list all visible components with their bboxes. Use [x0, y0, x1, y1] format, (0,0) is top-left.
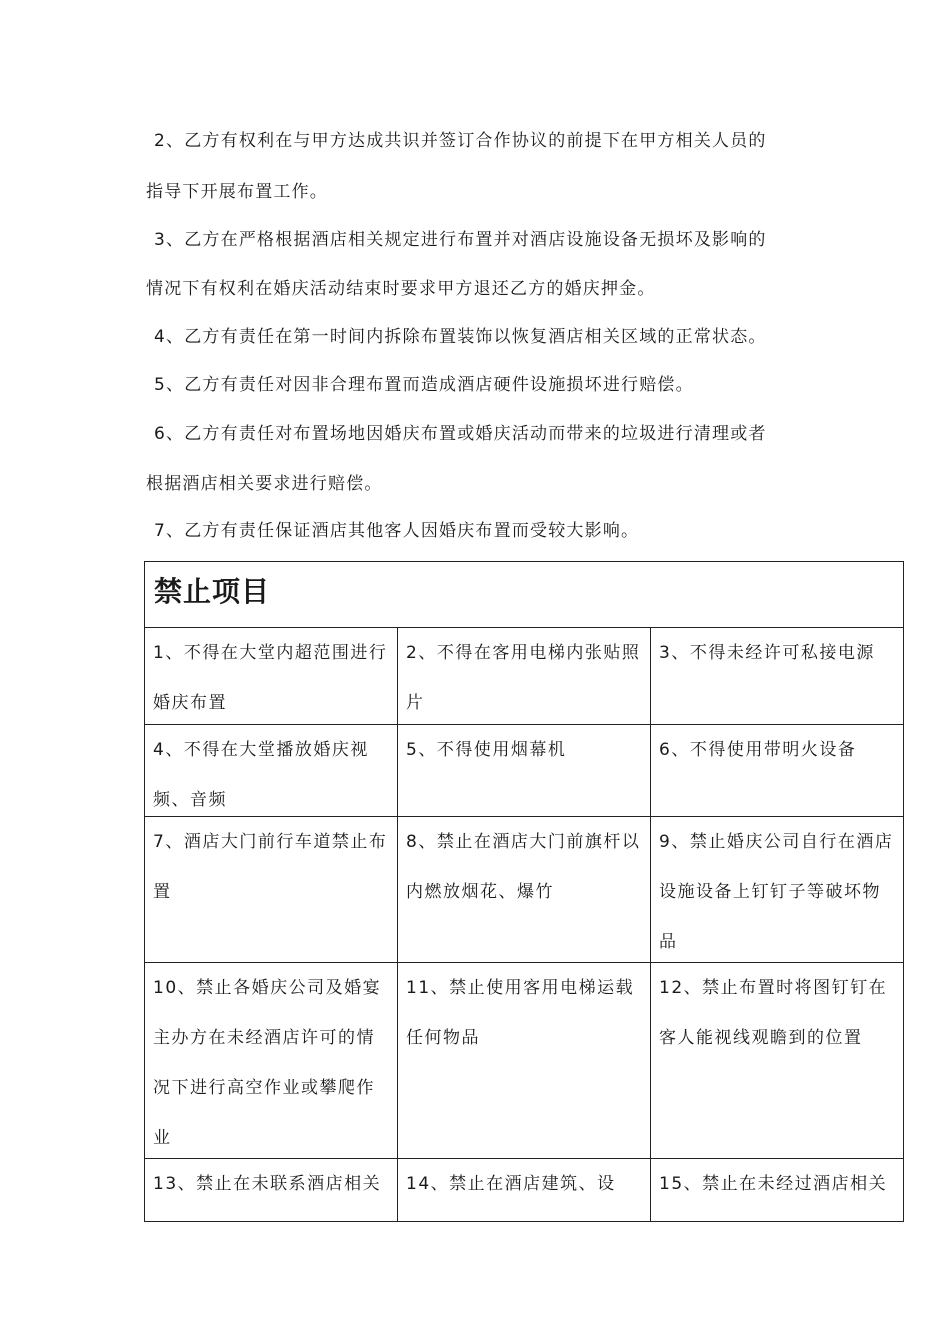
table-row [145, 725, 903, 817]
table-row [145, 817, 903, 963]
para-7: 7、乙方有责任保证酒店其他客人因婚庆布置而受较大影响。 [154, 521, 640, 541]
table-cell: 10、禁止各婚庆公司及婚宴主办方在未经酒店许可的情况下进行高空作业或攀爬作业 [145, 963, 398, 1158]
table-cell: 5、不得使用烟幕机 [398, 725, 651, 816]
table-cell: 3、不得未经许可私接电源 [659, 643, 875, 663]
para-6b: 根据酒店相关要求进行赔偿。 [146, 474, 383, 494]
para-3a: 3、乙方在严格根据酒店相关规定进行布置并对酒店设施设备无损坏及影响的 [154, 230, 767, 250]
table-cell: 15、禁止在未经过酒店相关 [659, 1174, 888, 1194]
table-row [145, 628, 903, 725]
table-row [145, 963, 903, 1159]
para-2b: 指导下开展布置工作。 [146, 182, 328, 202]
para-4: 4、乙方有责任在第一时间内拆除布置装饰以恢复酒店相关区域的正常状态。 [154, 327, 767, 347]
table-cell: 11、禁止使用客用电梯运载任何物品 [398, 963, 651, 1158]
table-cell: 6、不得使用带明火设备 [659, 740, 857, 760]
para-2a: 2、乙方有权利在与甲方达成共识并签订合作协议的前提下在甲方相关人员的 [154, 131, 767, 151]
table-cell: 13、禁止在未联系酒店相关 [145, 1159, 398, 1221]
table-cell: 7、酒店大门前行车道禁止布置 [145, 817, 398, 962]
table-title: 禁止项目 [145, 562, 903, 628]
para-6a: 6、乙方有责任对布置场地因婚庆布置或婚庆活动而带来的垃圾进行清理或者 [154, 424, 767, 444]
table-cell: 8、禁止在酒店大门前旗杆以内燃放烟花、爆竹 [398, 817, 651, 962]
table-cell: 4、不得在大堂播放婚庆视频、音频 [145, 725, 398, 816]
table-cell: 12、禁止布置时将图钉钉在客人能视线观瞻到的位置 [659, 978, 888, 1048]
table-row [145, 1159, 903, 1221]
table-cell: 14、禁止在酒店建筑、设 [398, 1159, 651, 1221]
table-cell: 9、禁止婚庆公司自行在酒店设施设备上钉钉子等破坏物品 [659, 832, 894, 952]
para-3b: 情况下有权利在婚庆活动结束时要求甲方退还乙方的婚庆押金。 [146, 279, 656, 299]
table-cell: 1、不得在大堂内超范围进行婚庆布置 [145, 628, 398, 724]
prohibited-items-table [144, 561, 904, 1222]
para-5: 5、乙方有责任对因非合理布置而造成酒店硬件设施损坏进行赔偿。 [154, 375, 694, 395]
table-cell: 2、不得在客用电梯内张贴照片 [398, 628, 651, 724]
